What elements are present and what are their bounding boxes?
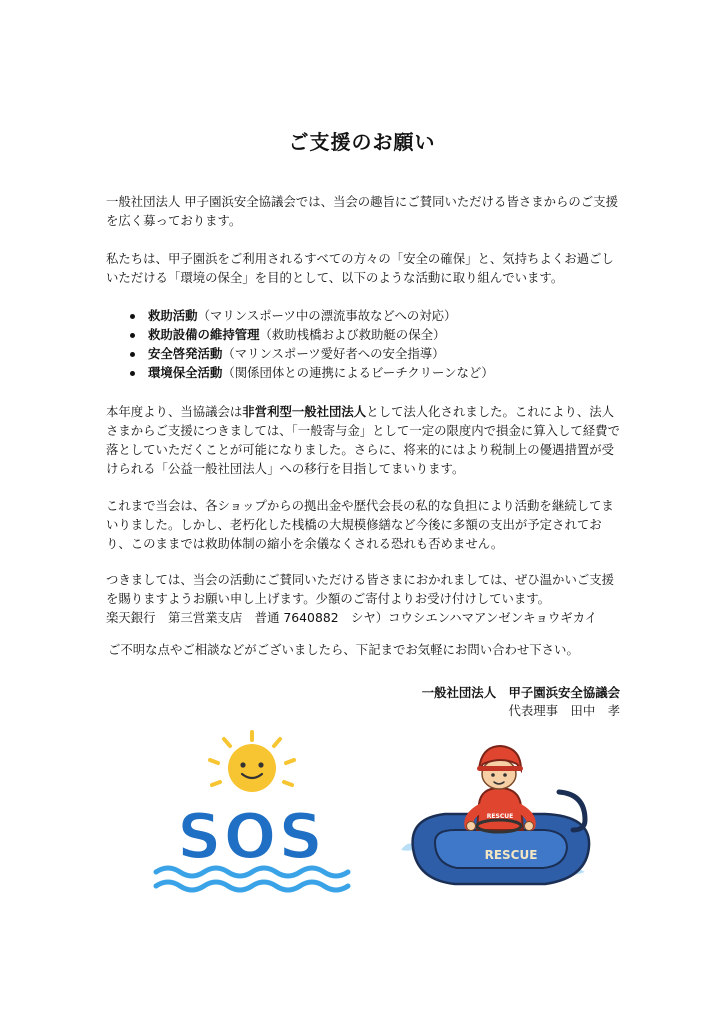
activity-detail: （マリンスポーツ愛好者への安全指導） <box>222 346 445 361</box>
boat-rescue-label: RESCUE <box>484 848 538 862</box>
purpose-paragraph: 私たちは、甲子園浜をご利用されるすべての方々の「安全の確保」と、気持ちよくお過ごしいただける「環境の保全」を目的として、以下のような活動に取り組んでいます。 <box>106 251 614 285</box>
contact-paragraph: ご不明な点やご相談などがございましたら、下記までお気軽にお問い合わせ下さい。 <box>108 642 579 657</box>
bank-account-text: 楽天銀行 第三営業支店 普通 7640882 シヤ）コウシエンハマアンゼンキョウギカイ <box>106 610 598 625</box>
activity-detail: （マリンスポーツ中の漂流事故などへの対応） <box>197 308 457 323</box>
list-item <box>106 325 626 344</box>
request-text: つきましては、当会の活動にご賛同いただける皆さまにおかれましては、ぜひ温かいご支援を賜りますようお願い申し上げます。少額のご寄付よりお受け付けしています。 <box>106 572 615 606</box>
incorporation-paragraph <box>106 402 626 478</box>
sun-icon <box>210 732 294 792</box>
request-paragraph <box>106 570 626 627</box>
rescue-boat-illustration <box>395 738 605 902</box>
activity-name: 救助設備の維持管理 <box>148 327 260 342</box>
incorporation-bold-text: 非営利型一般社団法人 <box>242 404 367 419</box>
activity-name: 安全啓発活動 <box>148 346 223 361</box>
signature-representative: 代表理事 田中 孝 <box>508 703 620 718</box>
signature-organization: 一般社団法人 甲子園浜安全協議会 <box>421 685 620 700</box>
page-title: ご支援のお願い <box>288 130 436 154</box>
incorporation-text-start: 本年度より、当協議会は <box>106 404 243 419</box>
list-item <box>106 306 626 325</box>
list-item <box>106 363 626 382</box>
activity-name: 環境保全活動 <box>148 365 223 380</box>
sos-text: SOS <box>176 800 326 873</box>
activity-detail: （関係団体との連携によるビーチクリーンなど） <box>222 365 494 380</box>
vest-rescue-label: RESCUE <box>486 813 514 820</box>
incorporation-text-end: として法人化されました。これにより、法人さまからご支援につきましては、「一般寄与金」として一定の限度内で損金に算入して経費で落としていただくことが可能になりました。さらに、将来的にはより税制上の優遇措置が受けられる「公益一般社団法人」への移行を目指してまいります。 <box>106 404 620 476</box>
list-item <box>106 344 626 363</box>
activity-list <box>106 306 626 382</box>
history-paragraph: これまで当会は、各ショップからの拠出金や歴代会長の私的な負担により活動を継続してまいりました。しかし、老朽化した桟橋の大規模修繕など今後に多額の支出が予定されており、このままでは救助体制の縮小を余儀なくされる恐れも否めません。 <box>106 498 614 551</box>
activity-name: 救助活動 <box>148 308 198 323</box>
sos-illustration <box>146 730 356 898</box>
activity-detail: （救助桟橋および救助艇の保全） <box>259 327 446 342</box>
intro-paragraph: 一般社団法人 甲子園浜安全協議会では、当会の趣旨にご賛同いただける皆さまからのご支援を広く募っております。 <box>106 194 618 228</box>
